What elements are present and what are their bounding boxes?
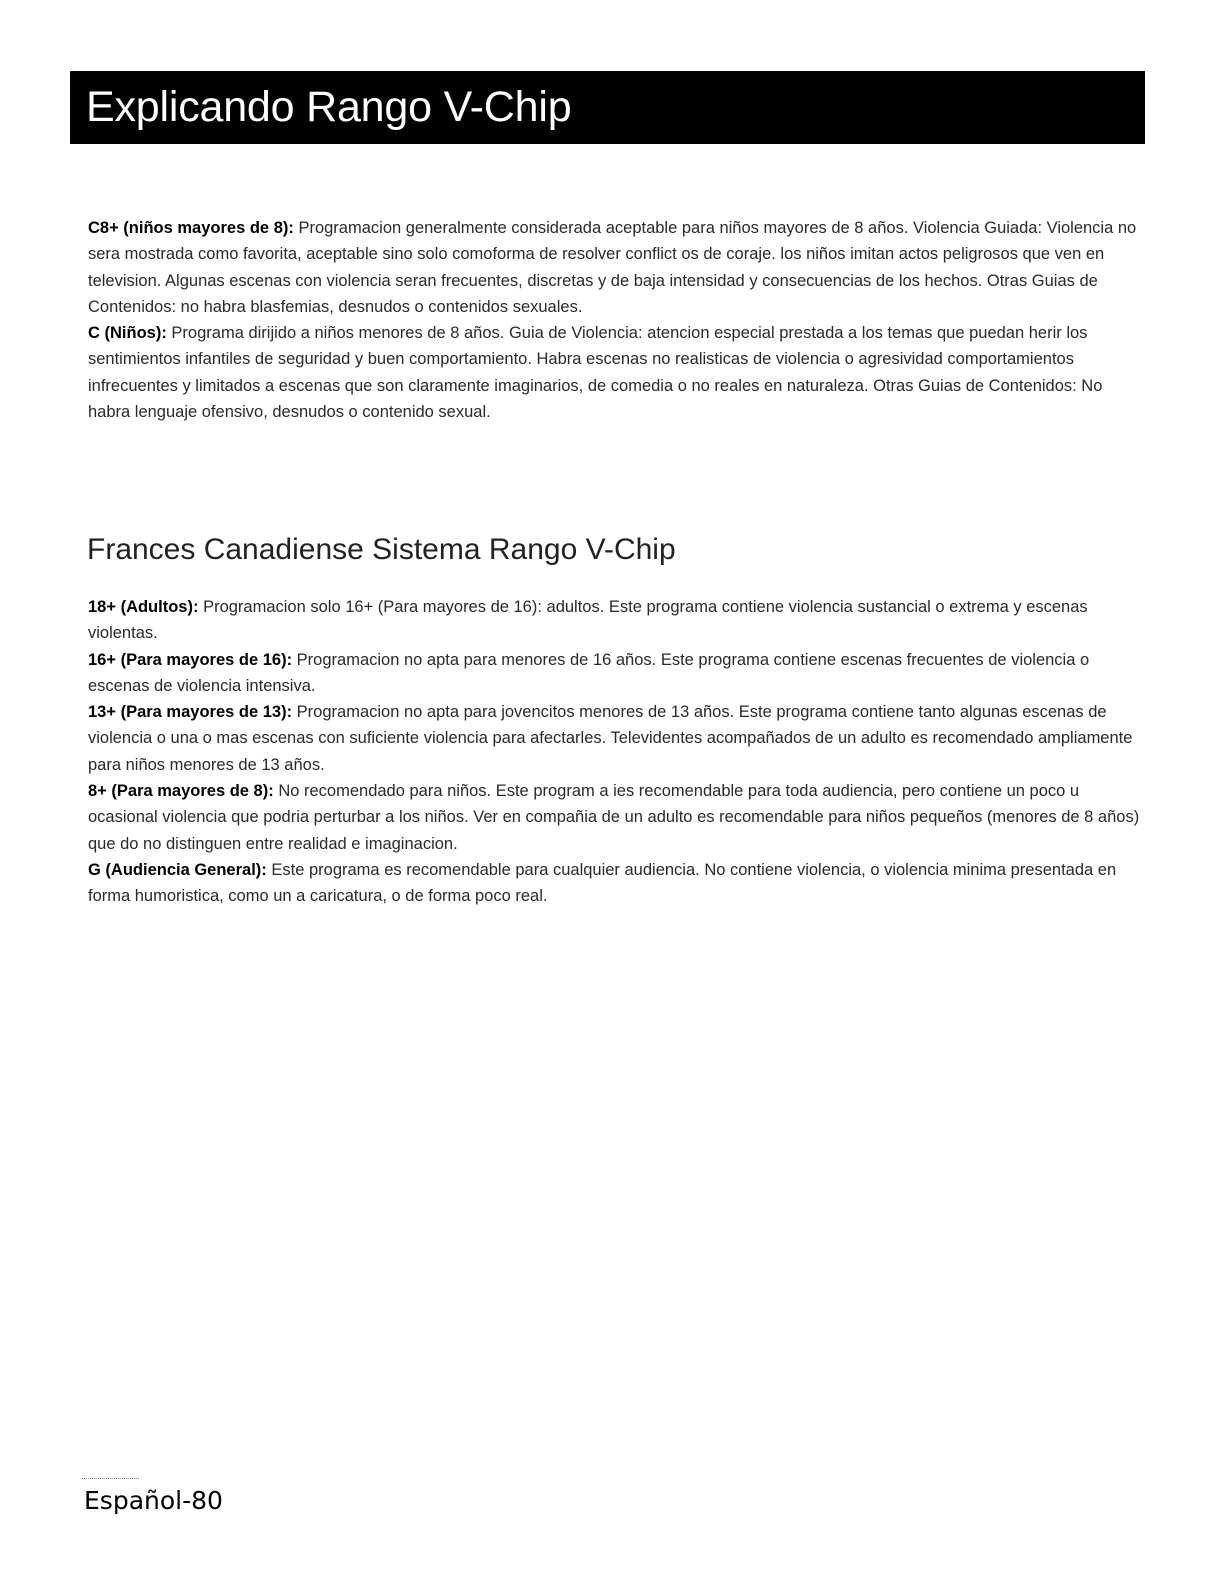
rating-term: 13+ (Para mayores de 13): xyxy=(88,703,293,722)
rating-term: 18+ (Adultos): xyxy=(88,598,199,616)
rating-description: Programa dirijido a niños menores de 8 años. Guia de Violencia: atencion especial prestada a los temas que puedan herir los sentimientos infantiles de seguridad y buen comportamiento. Habra escenas no realisticas de violencia o agresividad comportamientos infrecuentes y limitados a escenas que son claramente imaginarios, de comedia o no reales en naturaleza. Otras Guias de Contenidos: No habra lenguaje ofensivo, desnudos o contenido sexual. xyxy=(88,324,1103,422)
title-banner xyxy=(70,71,1145,144)
rating-term: C8+ (niños mayores de 8): xyxy=(88,219,294,237)
footer-divider xyxy=(82,1478,139,1479)
rating-description: Programacion no apta para jovencitos menores de 13 años. Este programa contiene tanto algunas escenas de violencia o una o mas escenas con suficiente violencia para afectarles. Televidentes acompañados de un adulto es recomendado ampliamente para niños menores de 13 años. xyxy=(88,703,1133,774)
rating-description: Este programa es recomendable para cualquier audiencia. No contiene violencia, o violencia minima presentada en forma humoristica, como un a caricatura, o de forma poco real. xyxy=(88,860,1117,906)
french-canadian-ratings-section xyxy=(88,594,1148,910)
rating-entry-c8 xyxy=(88,215,1148,320)
rating-entry-g xyxy=(88,857,1148,910)
rating-term: G (Audiencia General): xyxy=(88,860,267,879)
rating-term: 8+ (Para mayores de 8): xyxy=(88,782,274,801)
rating-entry-16plus xyxy=(88,647,1148,700)
rating-description: Programacion solo 16+ (Para mayores de 16): adultos. Este programa contiene violencia sustancial o extrema y escenas violentas. xyxy=(88,598,1088,643)
page-title: Explicando Rango V-Chip xyxy=(86,83,572,131)
rating-entry-13plus xyxy=(88,699,1148,778)
rating-description: No recomendado para niños. Este program a ies recomendable para toda audiencia, pero contiene un poco u ocasional violencia que podria perturbar a los niños. Ver en compañia de un adulto es recomendable para niños pequeños (menores de 8 años) que do no distinguen entre realidad e imaginacion. xyxy=(88,782,1140,853)
rating-description: Programacion no apta para menores de 16 años. Este programa contiene escenas frecuentes de violencia o escenas de violencia intensiva. xyxy=(88,650,1090,695)
rating-entry-c xyxy=(88,320,1148,425)
page-number: Español-80 xyxy=(84,1486,223,1515)
kids-ratings-section xyxy=(88,215,1148,425)
rating-entry-18plus xyxy=(88,594,1148,647)
rating-entry-8plus xyxy=(88,778,1148,857)
section-heading: Frances Canadiense Sistema Rango V-Chip xyxy=(87,533,676,566)
rating-description: Programacion generalmente considerada aceptable para niños mayores de 8 años. Violencia Guiada: Violencia no sera mostrada como favorita, aceptable sino solo comoforma de resolver conflict os de coraje. los niños imitan actos peligrosos que ven en television. Algunas escenas con violencia seran frecuentes, discretas y de baja intensidad y consecuencias de los hechos. Otras Guias de Contenidos: no habra blasfemias, desnudos o contenidos sexuales. xyxy=(88,219,1137,316)
rating-term: C (Niños): xyxy=(88,324,167,343)
rating-term: 16+ (Para mayores de 16): xyxy=(88,650,293,669)
